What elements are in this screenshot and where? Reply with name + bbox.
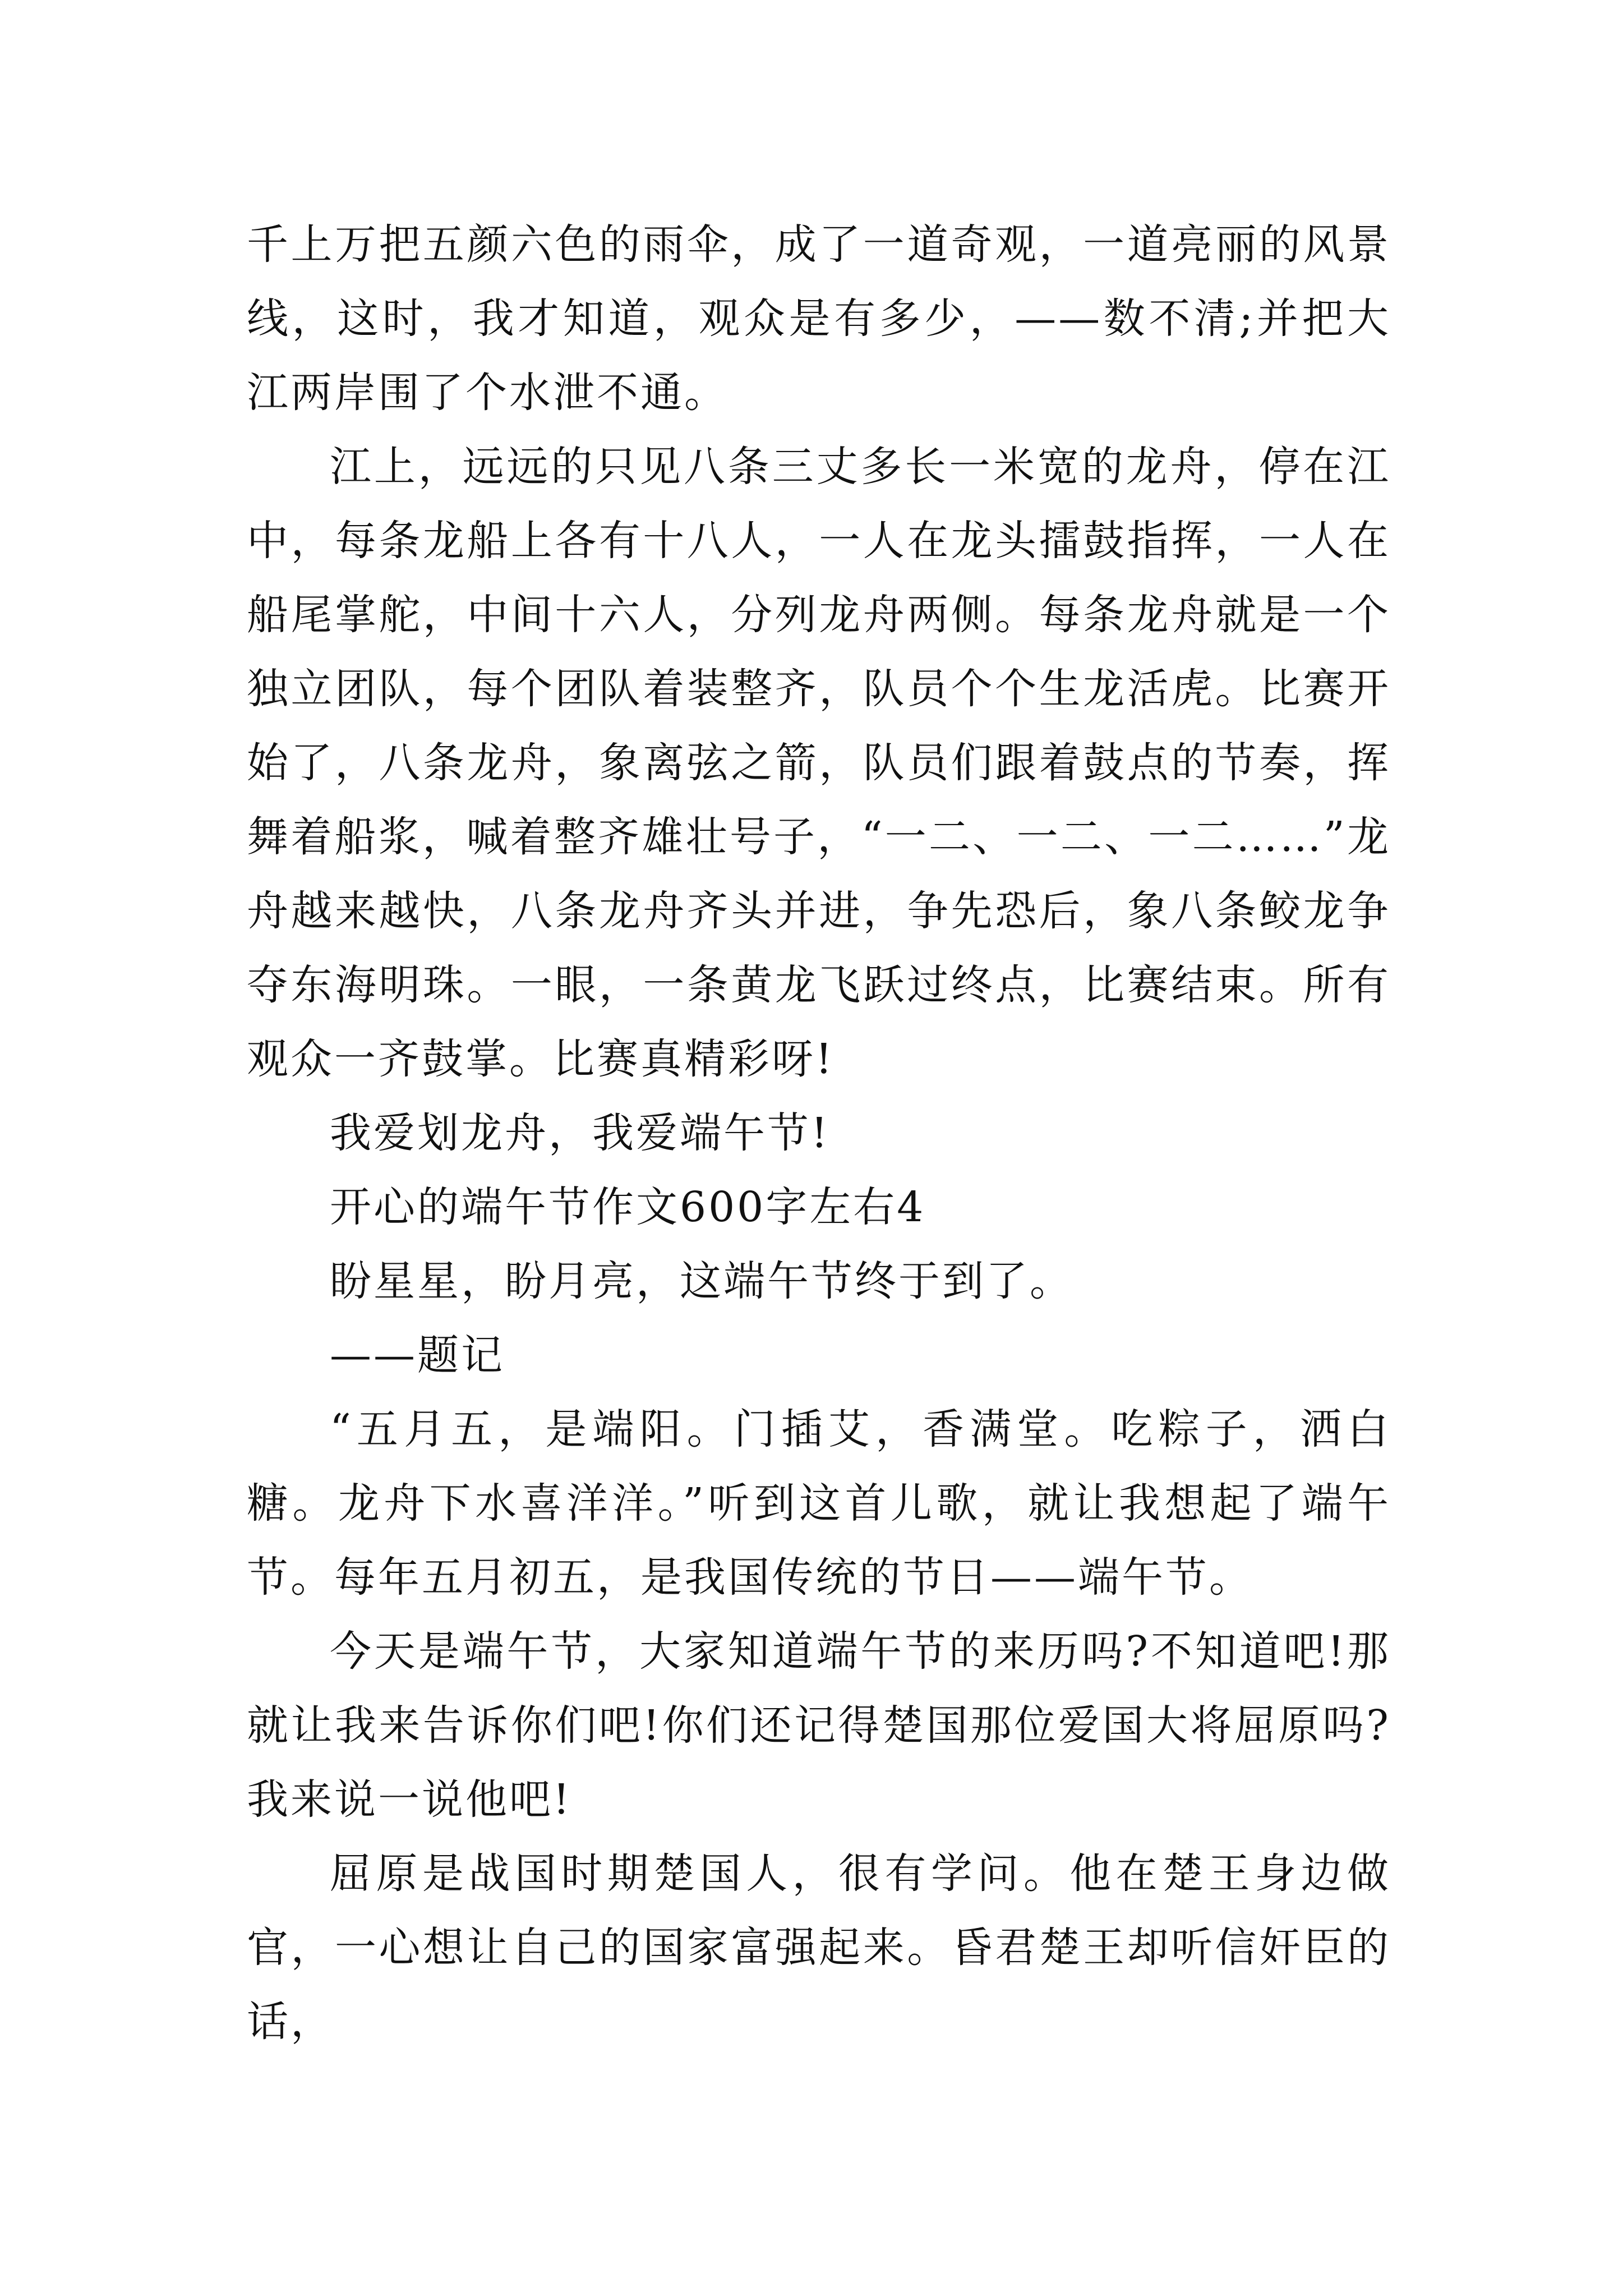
paragraph-qu-yuan: 屈原是战国时期楚国人，很有学问。他在楚王身边做官，一心想让自己的国家富强起来。昏君楚王却听信奸臣的话， [247, 1849, 1391, 2046]
paragraph-love-festival: 我爱划龙舟，我爱端午节! [330, 1109, 830, 1157]
paragraph-epigraph-source: ——题记 [330, 1331, 505, 1379]
paragraph-epigraph: 盼星星，盼月亮，这端午节终于到了。 [330, 1257, 1073, 1305]
paragraph-nursery-rhyme: “五月五，是端阳。门插艾，香满堂。吃粽子，洒白糖。龙舟下水喜洋洋。”听到这首儿歌，就让我想起了端午节。每年五月初五，是我国传统的节日——端午节。 [247, 1405, 1391, 1602]
paragraph-dragon-boat-race: 江上，远远的只见八条三丈多长一米宽的龙舟，停在江中，每条龙船上各有十八人，一人在龙头擂鼓指挥，一人在船尾掌舵，中间十六人，分列龙舟两侧。每条龙舟就是一个独立团队，每个团队着装整齐，队员个个生龙活虎。比赛开始了，八条龙舟，象离弦之箭，队员们跟着鼓点的节奏，挥舞着船浆，喊着整齐雄壮号子，“一二、一二、一二……”龙舟越来越快，八条龙舟齐头并进，争先恐后，象八条鲛龙争夺东海明珠。一眼，一条黄龙飞跃过终点，比赛结束。所有观众一齐鼓掌。比赛真精彩呀! [247, 443, 1391, 1083]
document-body [247, 208, 1391, 2059]
paragraph-origin-question: 今天是端午节，大家知道端午节的来历吗?不知道吧!那就让我来告诉你们吧!你们还记得楚国那位爱国大将屈原吗?我来说一说他吧! [247, 1627, 1391, 1824]
paragraph-umbrellas: 千上万把五颜六色的雨伞，成了一道奇观，一道亮丽的风景线，这时，我才知道，观众是有多少，——数不清;并把大江两岸围了个水泄不通。 [247, 220, 1391, 417]
essay-title: 开心的端午节作文600字左右4 [330, 1183, 926, 1231]
